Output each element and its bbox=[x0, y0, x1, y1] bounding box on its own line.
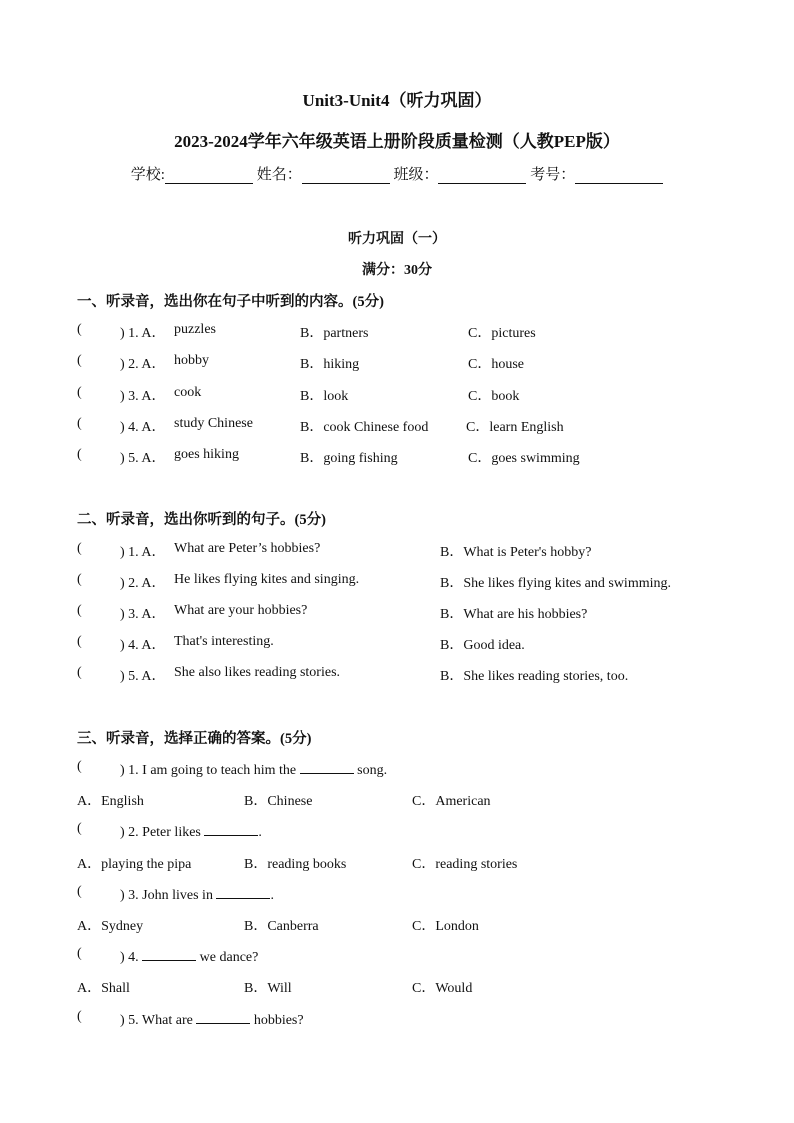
question-text bbox=[120, 884, 274, 904]
answer-paren[interactable]: ( bbox=[77, 572, 82, 587]
number-blank[interactable] bbox=[575, 167, 663, 184]
option-a: That's interesting. bbox=[174, 634, 274, 649]
question-row bbox=[0, 634, 794, 654]
option-a: A．English bbox=[77, 794, 144, 809]
question-number: ) 3. A． bbox=[120, 607, 166, 622]
section2-title: 二、听录音，选出你听到的句子。(5分) bbox=[77, 512, 326, 528]
option-b: B．look bbox=[300, 389, 349, 404]
answer-paren[interactable]: ( bbox=[77, 634, 82, 649]
option-b: B．What are his hobbies? bbox=[440, 607, 588, 622]
option-a: He likes flying kites and singing. bbox=[174, 572, 360, 587]
question-stem-end: song. bbox=[357, 763, 388, 778]
school-blank[interactable] bbox=[165, 167, 253, 184]
answer-paren[interactable]: ( bbox=[77, 416, 82, 431]
question-number: ) 3. A． bbox=[120, 389, 166, 404]
section3-title: 三、听录音，选择正确的答案。(5分) bbox=[77, 731, 312, 747]
fill-blank[interactable] bbox=[300, 759, 354, 774]
question-number: ) 1. A． bbox=[120, 545, 166, 560]
question-row bbox=[0, 946, 794, 966]
question-row bbox=[0, 541, 794, 561]
option-b: B．Canberra bbox=[244, 919, 319, 934]
question-stem-end: we dance? bbox=[199, 950, 259, 965]
question-row bbox=[0, 884, 794, 904]
option-a: What are your hobbies? bbox=[174, 603, 308, 618]
question-stem: ) 4. bbox=[120, 950, 139, 965]
question-stem-end: . bbox=[258, 825, 262, 840]
option-c: C．goes swimming bbox=[468, 451, 580, 466]
question-text bbox=[120, 821, 262, 841]
question-stem-end: . bbox=[270, 888, 274, 903]
option-a: She also likes reading stories. bbox=[174, 665, 341, 680]
fill-blank[interactable] bbox=[204, 821, 258, 836]
answer-paren[interactable]: ( bbox=[77, 541, 82, 556]
options-row bbox=[0, 915, 794, 935]
option-b: B．She likes flying kites and swimming. bbox=[440, 576, 671, 591]
question-stem: ) 2. Peter likes bbox=[120, 825, 201, 840]
exam-subtitle: 2023-2024学年六年级英语上册阶段质量检测（人教PEP版） bbox=[174, 132, 620, 151]
option-c: C．house bbox=[468, 357, 524, 372]
option-b: B．What is Peter's hobby? bbox=[440, 545, 592, 560]
question-stem: ) 1. I am going to teach him the bbox=[120, 763, 297, 778]
section-heading: 听力巩固（一） bbox=[348, 232, 446, 247]
option-c: C．reading stories bbox=[412, 857, 518, 872]
answer-paren[interactable]: ( bbox=[77, 884, 82, 899]
question-number: ) 5. A． bbox=[120, 451, 166, 466]
school-label: 学校: bbox=[130, 167, 165, 183]
question-row bbox=[0, 572, 794, 592]
option-c: C．learn English bbox=[466, 420, 564, 435]
question-stem: ) 5. What are bbox=[120, 1013, 193, 1028]
fill-blank[interactable] bbox=[196, 1009, 250, 1024]
options-row bbox=[0, 790, 794, 810]
option-a: What are Peter’s hobbies? bbox=[174, 541, 321, 556]
option-b: B．She likes reading stories, too. bbox=[440, 669, 629, 684]
class-blank[interactable] bbox=[438, 167, 526, 184]
answer-paren[interactable]: ( bbox=[77, 1009, 82, 1024]
question-number: ) 2. A． bbox=[120, 576, 166, 591]
option-b: B．reading books bbox=[244, 857, 347, 872]
option-a: cook bbox=[174, 385, 202, 400]
fill-blank[interactable] bbox=[142, 946, 196, 961]
student-info-fields bbox=[0, 163, 794, 184]
question-text bbox=[120, 759, 387, 779]
option-c: C．book bbox=[468, 389, 520, 404]
question-row bbox=[0, 353, 794, 373]
option-a: A．Shall bbox=[77, 981, 130, 996]
option-b: B．Good idea. bbox=[440, 638, 525, 653]
option-b: B．going fishing bbox=[300, 451, 398, 466]
question-number: ) 5. A． bbox=[120, 669, 166, 684]
answer-paren[interactable]: ( bbox=[77, 759, 82, 774]
question-row bbox=[0, 821, 794, 841]
option-c: C．London bbox=[412, 919, 479, 934]
question-number: ) 1. A． bbox=[120, 326, 166, 341]
exam-title: Unit3-Unit4（听力巩固） bbox=[302, 91, 492, 110]
option-b: B．Will bbox=[244, 981, 292, 996]
answer-paren[interactable]: ( bbox=[77, 353, 82, 368]
option-b: B．cook Chinese food bbox=[300, 420, 429, 435]
answer-paren[interactable]: ( bbox=[77, 665, 82, 680]
question-text bbox=[120, 1009, 304, 1029]
question-number: ) 4. A． bbox=[120, 420, 166, 435]
option-c: C．American bbox=[412, 794, 491, 809]
option-a: A．Sydney bbox=[77, 919, 144, 934]
option-a: hobby bbox=[174, 353, 209, 368]
option-b: B．Chinese bbox=[244, 794, 313, 809]
option-b: B．partners bbox=[300, 326, 369, 341]
option-a: A．playing the pipa bbox=[77, 857, 192, 872]
section1-title: 一、听录音，选出你在句子中听到的内容。(5分) bbox=[77, 294, 384, 310]
option-a: goes hiking bbox=[174, 447, 239, 462]
question-row bbox=[0, 1009, 794, 1029]
question-row bbox=[0, 385, 794, 405]
name-blank[interactable] bbox=[302, 167, 390, 184]
answer-paren[interactable]: ( bbox=[77, 603, 82, 618]
question-number: ) 4. A． bbox=[120, 638, 166, 653]
answer-paren[interactable]: ( bbox=[77, 447, 82, 462]
answer-paren[interactable]: ( bbox=[77, 322, 82, 337]
answer-paren[interactable]: ( bbox=[77, 946, 82, 961]
fill-blank[interactable] bbox=[216, 884, 270, 899]
question-number: ) 2. A． bbox=[120, 357, 166, 372]
option-b: B．hiking bbox=[300, 357, 360, 372]
question-row bbox=[0, 416, 794, 436]
question-stem: ) 3. John lives in bbox=[120, 888, 213, 903]
question-row bbox=[0, 665, 794, 685]
options-row bbox=[0, 853, 794, 873]
option-c: C．Would bbox=[412, 981, 473, 996]
class-label: 班级： bbox=[393, 167, 439, 183]
question-row bbox=[0, 603, 794, 623]
number-label: 考号： bbox=[530, 167, 576, 183]
options-row bbox=[0, 977, 794, 997]
question-row bbox=[0, 759, 794, 779]
option-c: C．pictures bbox=[468, 326, 536, 341]
total-score: 满分：30分 bbox=[362, 263, 432, 278]
name-label: 姓名： bbox=[256, 167, 302, 183]
question-stem-end: hobbies? bbox=[253, 1013, 304, 1028]
answer-paren[interactable]: ( bbox=[77, 385, 82, 400]
option-a: study Chinese bbox=[174, 416, 253, 431]
question-row bbox=[0, 447, 794, 467]
question-text bbox=[120, 946, 258, 966]
answer-paren[interactable]: ( bbox=[77, 821, 82, 836]
option-a: puzzles bbox=[174, 322, 216, 337]
question-row bbox=[0, 322, 794, 342]
